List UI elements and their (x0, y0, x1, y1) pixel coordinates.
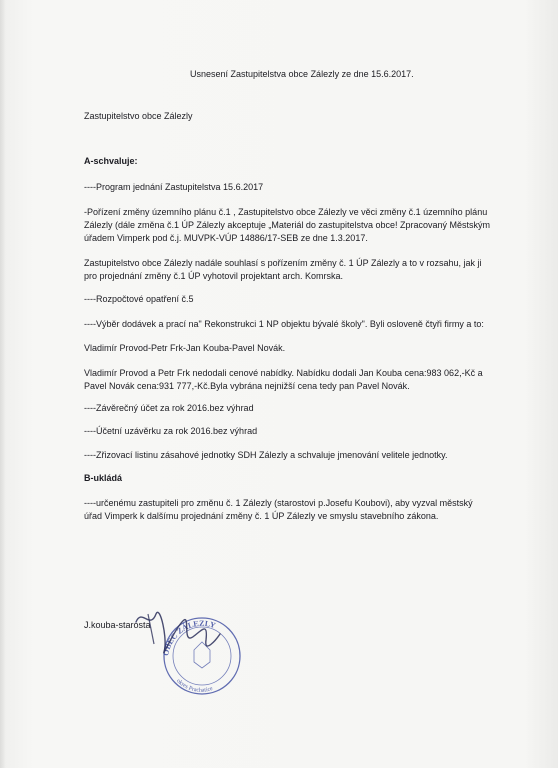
resolution-line: Vladimír Provod a Petr Frk nedodali cenové nabídky. Nabídku dodali Jan Kouba cena:983 062,-Kč a (84, 368, 483, 378)
resolution-line: pro projednání změny č.1 ÚP vyhotovil projektant arch. Komrska. (84, 271, 343, 281)
resolution-line: ----Program jednání Zastupitelstva 15.6.2017 (84, 182, 264, 192)
resolution-line: ----Závěrečný účet za rok 2016.bez výhrad (84, 403, 254, 413)
resolution-line: Vladimír Provod-Petr Frk-Jan Kouba-Pavel Novák. (84, 343, 286, 353)
issuing-body: Zastupitelstvo obce Zálezly (84, 111, 193, 121)
resolution-line: ----Výběr dodávek a prací na" Rekonstrukci 1 NP objektu bývalé školy". Byli osloveně čtyři firmy a to: (84, 319, 484, 329)
resolution-line: ----Rozpočtové opatření č.5 (84, 294, 194, 304)
stamp-top-text: OBEC ZÁLEZLY (161, 618, 217, 657)
resolution-line: -Pořízení změny územního plánu č.1 , Zastupitelstvo obce Zálezly ve věci změny č.1 územního plánu (84, 207, 488, 217)
municipal-stamp (128, 600, 250, 700)
section-a-heading: A-schvaluje: (84, 156, 138, 166)
document-header: Usnesení Zastupitelstva obce Zálezly ze dne 15.6.2017. (190, 69, 414, 79)
signatory-name: J.kouba-starosta (84, 620, 151, 630)
svg-text:okres Prachatice (175, 678, 214, 694)
resolution-line: Zastupitelstvo obce Zálezly nadále souhlasí s pořízením změny č. 1 ÚP Zálezly a to v rozsahu, jak ji (84, 258, 482, 268)
resolution-line: ----určenému zastupiteli pro změnu č. 1 Zálezly (starostovi p.Josefu Koubovi), aby vyzval městský (84, 498, 473, 508)
section-b-heading: B-ukládá (84, 473, 123, 483)
resolution-line: Pavel Novák cena:931 777,-Kč.Byla vybrána nejnižší cena tedy pan Pavel Novák. (84, 381, 410, 391)
resolution-line: úřad Vimperk k dalšímu projednání změny č. 1 ÚP Zálezly ve smyslu stavebního zákona. (84, 511, 439, 521)
resolution-line: úřadem Vimperk pod č.j. MUVPK-VÚP 14886/17-SEB ze dne 1.3.2017. (84, 233, 368, 243)
resolution-line: Zálezly (dále změna č.1 ÚP Zálezly akceptuje „Materiál do zastupitelstva obce! Zpracovaný Městským (84, 220, 491, 230)
resolution-line: ----Účetní uzávěrku za rok 2016.bez výhrad (84, 426, 258, 436)
resolution-line: ----Zřizovací listinu zásahové jednotky SDH Zálezly a schvaluje jmenování velitele jednotky. (84, 450, 448, 460)
scan-edge (0, 0, 6, 768)
stamp-bottom-text: okres Prachatice (175, 678, 214, 694)
